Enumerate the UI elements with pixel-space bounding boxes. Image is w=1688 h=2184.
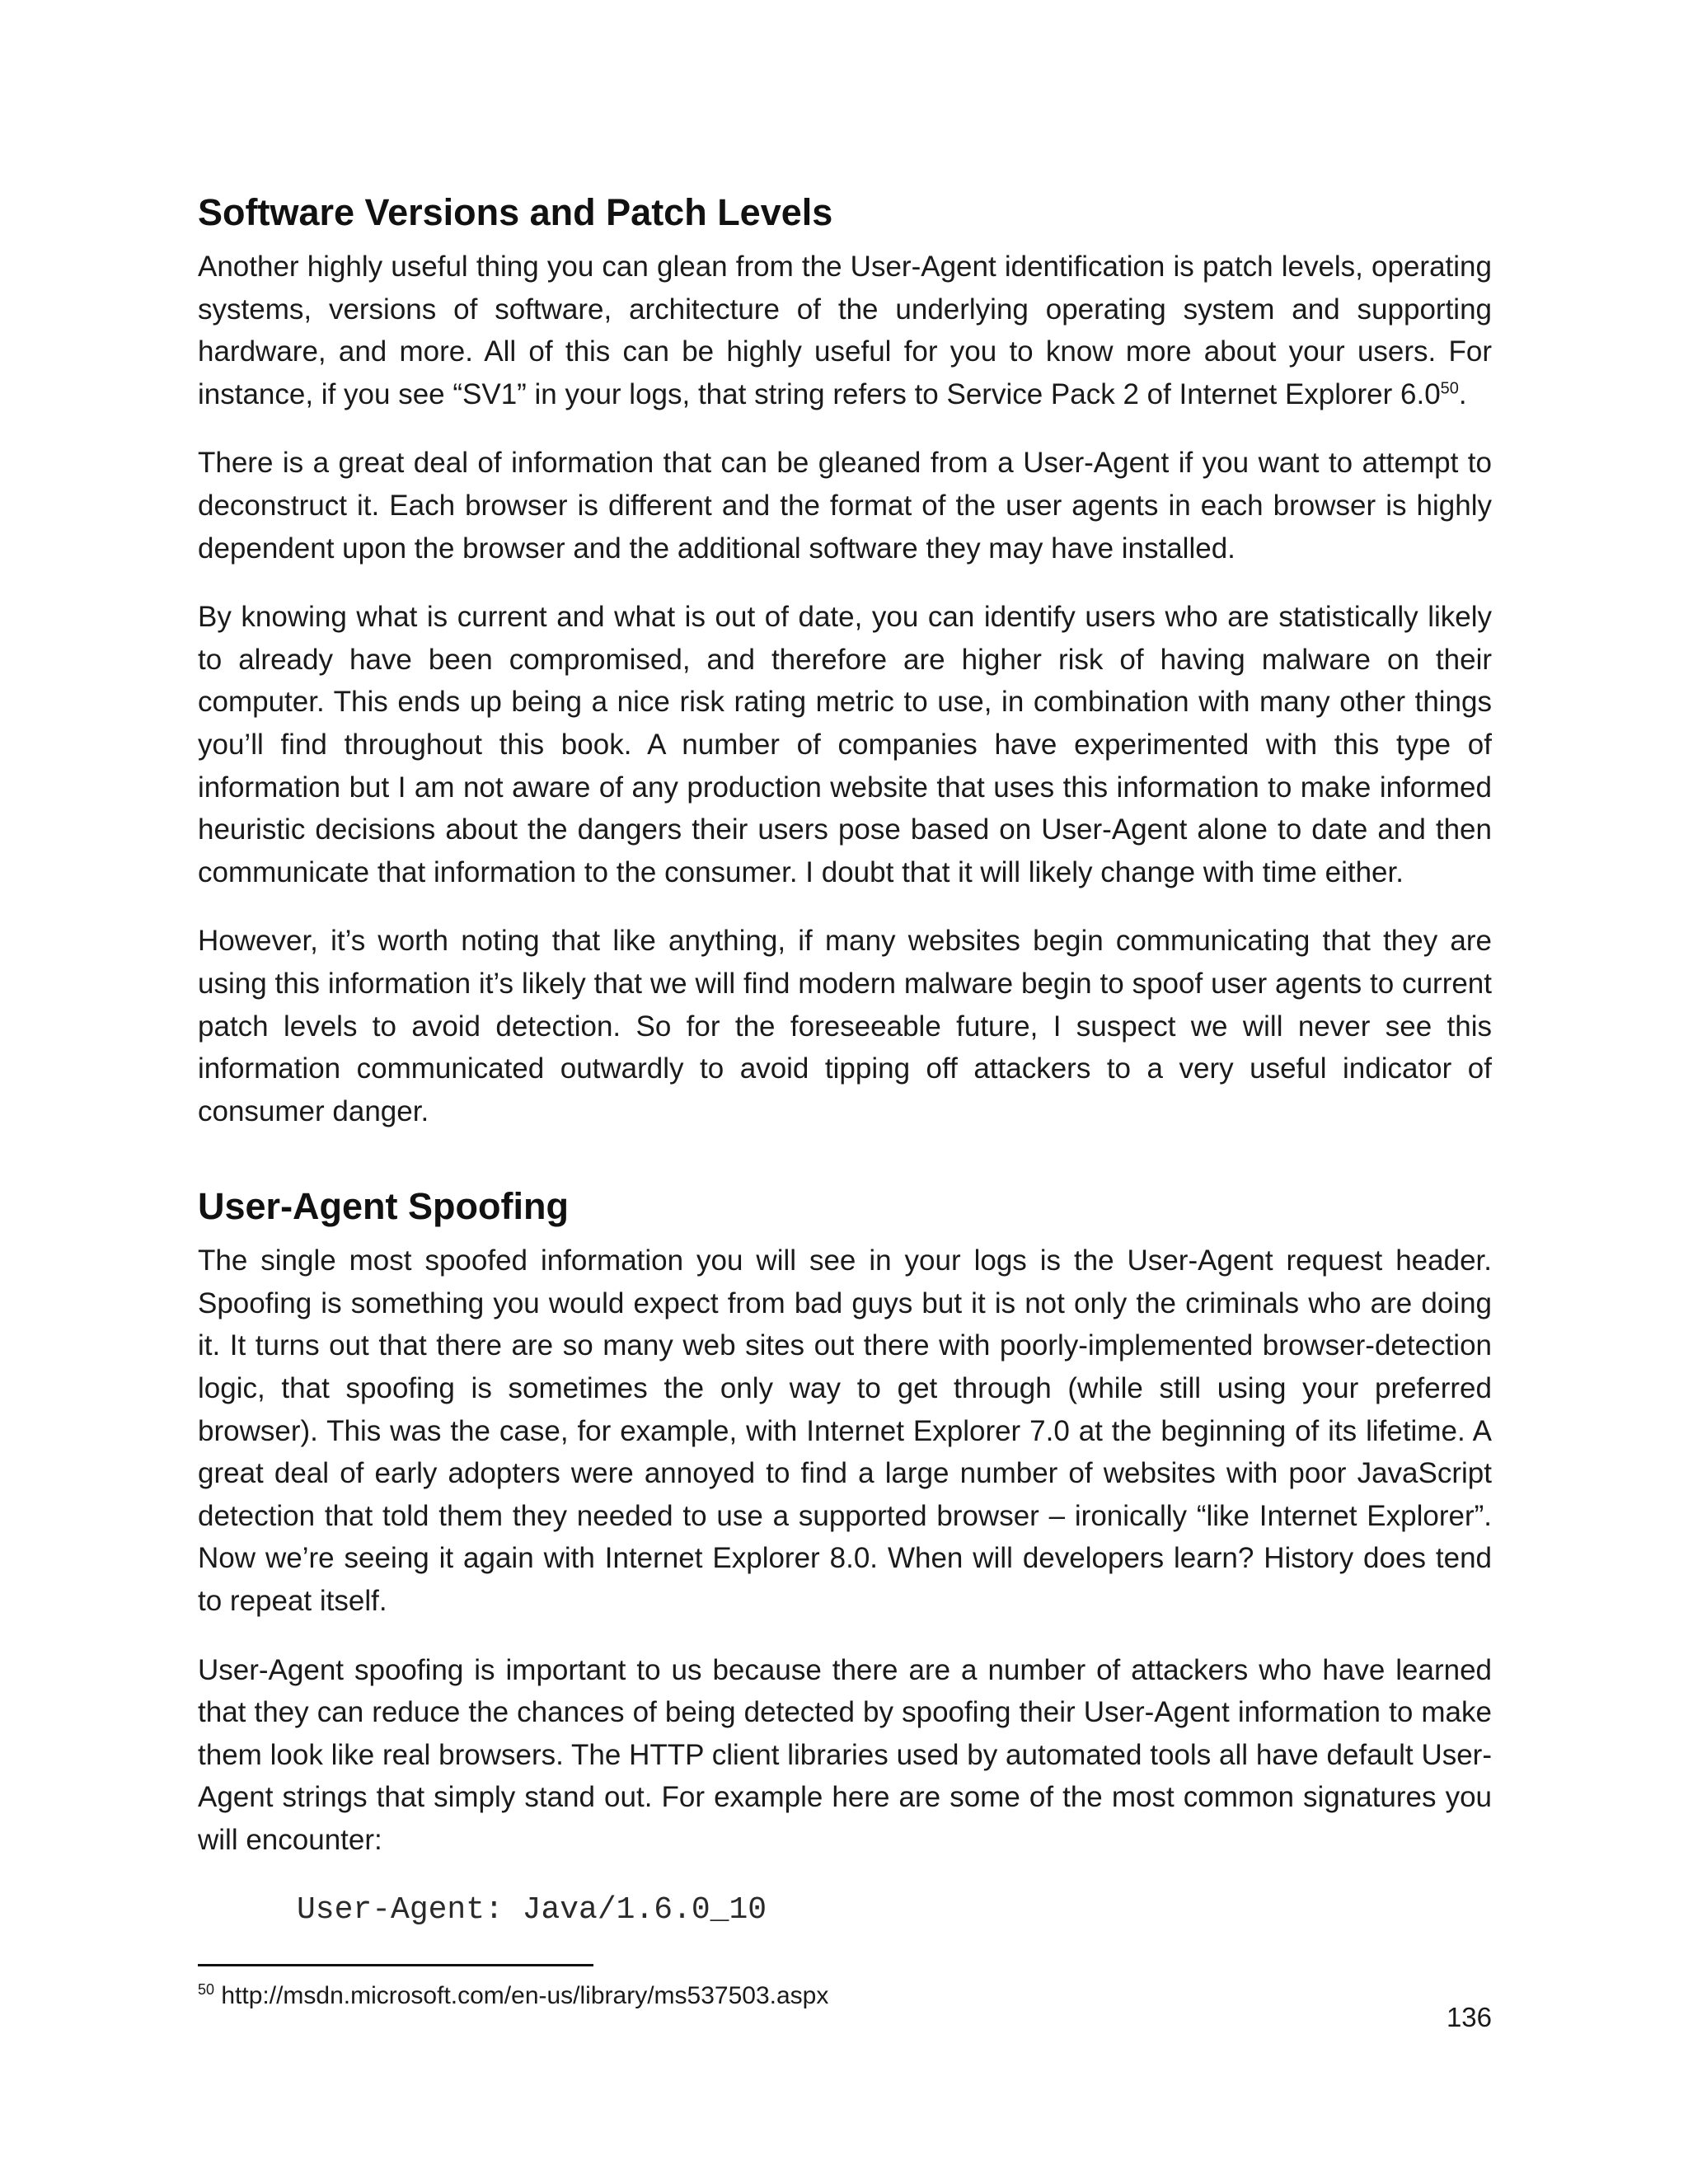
paragraph-2: There is a great deal of information that can be gleaned from a User-Agent if you want to attempt to deconstruct it. Each browser is different and the format of the user agents in each browser is highly dependent upon the browser and the additional software they may have installed. [198,447,1492,565]
paragraph-1 [198,246,1492,415]
document-page [198,190,1492,2013]
paragraph-5: The single most spoofed information you will see in your logs is the User-Agent request header. Spoofing is something you would expect from bad guys but it is not only the criminals who are doing it. It turns out that there are so many web sites out there with poorly-implemented browser-detection logic, that spoofing is sometimes the only way to get through (while still using your preferred browser). This was the case, for example, with Internet Explorer 7.0 at the beginning of its lifetime. A great deal of early adopters were annoyed to find a large number of websites with poor JavaScript detection that told them they needed to use a supported browser – ironically “like Internet Explorer”. Now we’re seeing it again with Internet Explorer 8.0. When will developers learn? History does tend to repeat itself. [198,1244,1492,1618]
section-heading-software-versions: Software Versions and Patch Levels [198,191,833,233]
code-sample: User-Agent: Java/1.6.0_10 [297,1891,767,1928]
page-number: 136 [1446,2002,1492,2032]
footnote-link[interactable]: http://msdn.microsoft.com/en-us/library/ms537503.aspx [214,1981,829,2009]
footnote-reference[interactable]: 50 [1440,379,1459,398]
paragraph-3: By knowing what is current and what is out of date, you can identify users who are statistically likely to already have been compromised, and therefore are higher risk of having malware on their computer. This ends up being a nice risk rating metric to use, in combination with many other things you’ll find throughout this book. A number of companies have experimented with this type of information but I am not aware of any production website that uses this information to make informed heuristic decisions about the dangers their users pose based on User-Agent alone to date and then communicate that information to the consumer. I doubt that it will likely change with time either. [198,601,1492,888]
paragraph-6: User-Agent spoofing is important to us because there are a number of attackers who have learned that they can reduce the chances of being detected by spoofing their User-Agent information to make them look like real browsers. The HTTP client libraries used by automated tools all have default User-Agent strings that simply stand out. For example here are some of the most common signatures you will encounter: [198,1653,1492,1856]
paragraph-1-end: . [1458,377,1467,410]
paragraph-4: However, it’s worth noting that like anything, if many websites begin communicating that they are using this information it’s likely that we will find modern malware begin to spoof user agents to current patch levels to avoid detection. So for the foreseeable future, I suspect we will never see this information communicated outwardly to avoid tipping off attackers to a very useful indicator of consumer danger. [198,925,1492,1127]
section-heading-user-agent-spoofing: User-Agent Spoofing [198,1185,569,1228]
footnote-divider [198,1964,593,1966]
paragraph-1-text: Another highly useful thing you can glean from the User-Agent identification is patch levels, operating systems, versions of software, architecture of the underlying operating system and supporting hardware, and more. All of this can be highly useful for you to know more about your users. For instance, if you see “SV1” in your logs, that string refers to Service Pack 2 of Internet Explorer 6.0 [198,251,1492,410]
footnote-number: 50 [198,1980,215,1998]
footnote [198,1980,1492,2013]
